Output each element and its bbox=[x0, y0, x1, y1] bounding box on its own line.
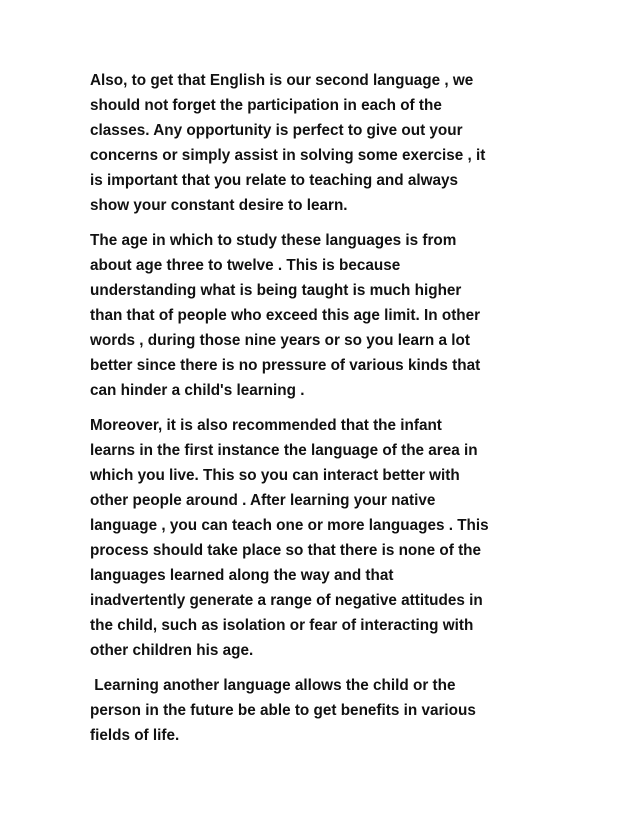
text-line: can hinder a child's learning . bbox=[90, 382, 305, 399]
text-line: Moreover, it is also recommended that the infant bbox=[90, 417, 442, 434]
text-line: show your constant desire to learn. bbox=[90, 197, 348, 214]
text-line: concerns or simply assist in solving some exercise , it bbox=[90, 147, 486, 164]
paragraph-2 bbox=[90, 228, 560, 403]
text-line: than that of people who exceed this age limit. In other bbox=[90, 307, 481, 324]
text-line: languages learned along the way and that bbox=[90, 567, 394, 584]
text-line: the child, such as isolation or fear of interacting with bbox=[90, 617, 474, 634]
text-line: learns in the first instance the language of the area in bbox=[90, 442, 478, 459]
paragraph-3 bbox=[90, 413, 560, 663]
text-line: words , during those nine years or so you learn a lot bbox=[90, 332, 470, 349]
text-line: which you live. This so you can interact better with bbox=[90, 467, 460, 484]
text-line: about age three to twelve . This is because bbox=[90, 257, 401, 274]
text-line: language , you can teach one or more languages . This bbox=[90, 517, 489, 534]
text-line: other people around . After learning your native bbox=[90, 492, 436, 509]
text-line: classes. Any opportunity is perfect to give out your bbox=[90, 122, 463, 139]
text-line: is important that you relate to teaching and always bbox=[90, 172, 459, 189]
text-line: Learning another language allows the child or the bbox=[90, 677, 456, 694]
document-body bbox=[90, 68, 560, 758]
text-line: process should take place so that there is none of the bbox=[90, 542, 482, 559]
text-line: Also, to get that English is our second language , we bbox=[90, 72, 474, 89]
text-line: other children his age. bbox=[90, 642, 254, 659]
text-line: inadvertently generate a range of negative attitudes in bbox=[90, 592, 483, 609]
text-line: fields of life. bbox=[90, 727, 180, 744]
text-line: The age in which to study these languages is from bbox=[90, 232, 457, 249]
text-line: better since there is no pressure of various kinds that bbox=[90, 357, 481, 374]
paragraph-4 bbox=[90, 673, 560, 748]
text-line: should not forget the participation in each of the bbox=[90, 97, 442, 114]
paragraph-1 bbox=[90, 68, 560, 218]
text-line: understanding what is being taught is much higher bbox=[90, 282, 462, 299]
text-line: person in the future be able to get benefits in various bbox=[90, 702, 476, 719]
